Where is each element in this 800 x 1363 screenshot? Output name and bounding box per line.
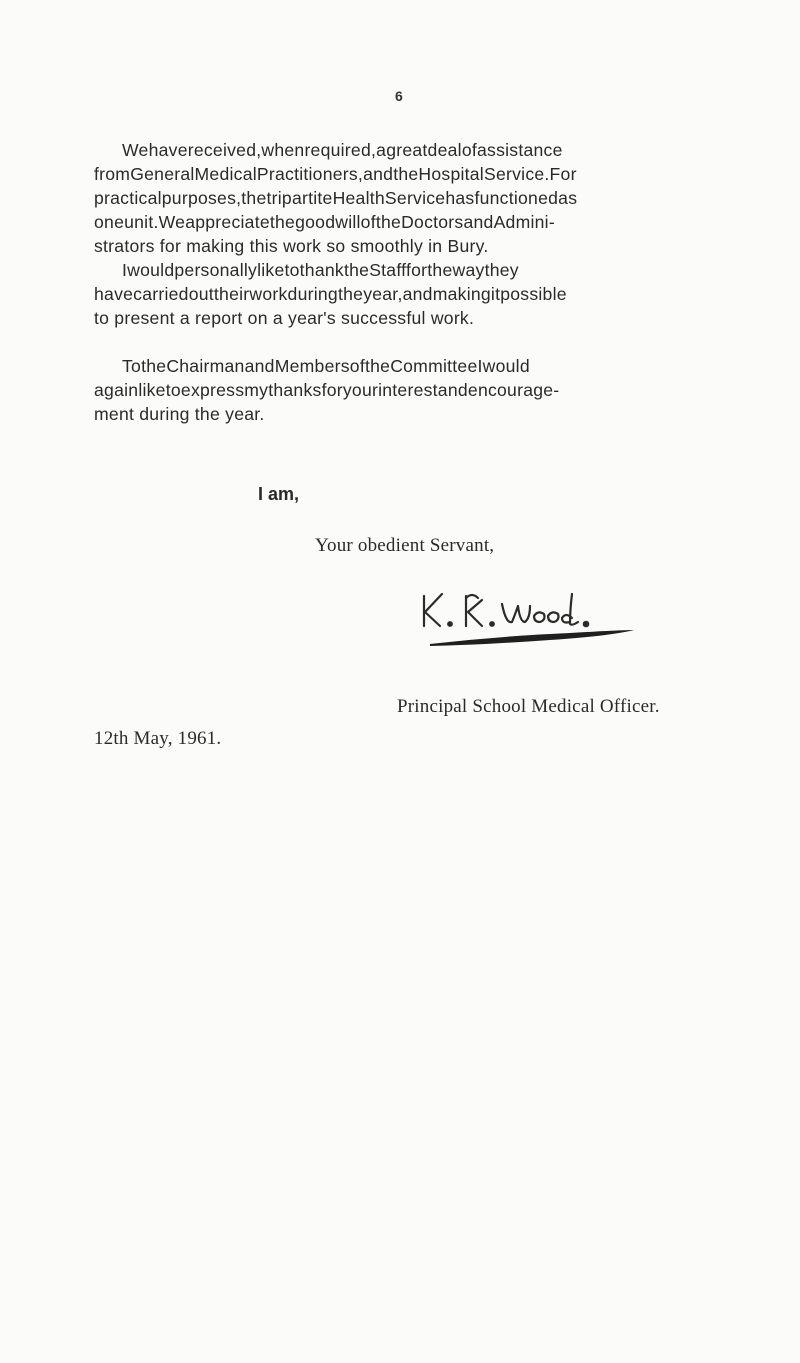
paragraph-line: Wehavereceived,whenrequired,agreatdealofassistance bbox=[122, 140, 563, 160]
paragraph-line: againliketoexpressmythanksforyourinterestandencourage- bbox=[94, 380, 560, 400]
paragraph-line: ment during the year. bbox=[94, 404, 265, 424]
page-number: 6 bbox=[395, 88, 403, 104]
paragraph-assistance bbox=[94, 138, 712, 258]
closing-i-am: I am, bbox=[258, 484, 300, 504]
paragraph-line: strators for making this work so smoothly in Bury. bbox=[94, 236, 489, 256]
officer-title: Principal School Medical Officer. bbox=[397, 696, 660, 717]
paragraph-thanks-staff bbox=[94, 258, 712, 330]
paragraph-line: practicalpurposes,thetripartiteHealthServicehasfunctionedas bbox=[94, 188, 578, 208]
paragraph-line: to present a report on a year's successful work. bbox=[94, 308, 475, 328]
letter-date: 12th May, 1961. bbox=[94, 728, 222, 749]
paragraph-thanks-committee bbox=[94, 354, 712, 426]
paragraph-line: havecarriedouttheirworkduringtheyear,andmakingitpossible bbox=[94, 284, 567, 304]
valediction: Your obedient Servant, bbox=[315, 535, 495, 556]
handwritten-signature bbox=[420, 582, 720, 672]
paragraph-line: fromGeneralMedicalPractitioners,andtheHospitalService.For bbox=[94, 164, 577, 184]
paragraph-line: oneunit.WeappreciatethegoodwilloftheDoctorsandAdmini- bbox=[94, 212, 555, 232]
paragraph-line: IwouldpersonallyliketothanktheStaffforthewaythey bbox=[122, 260, 519, 280]
paragraph-line: TotheChairmanandMembersoftheCommitteeIwould bbox=[122, 356, 530, 376]
